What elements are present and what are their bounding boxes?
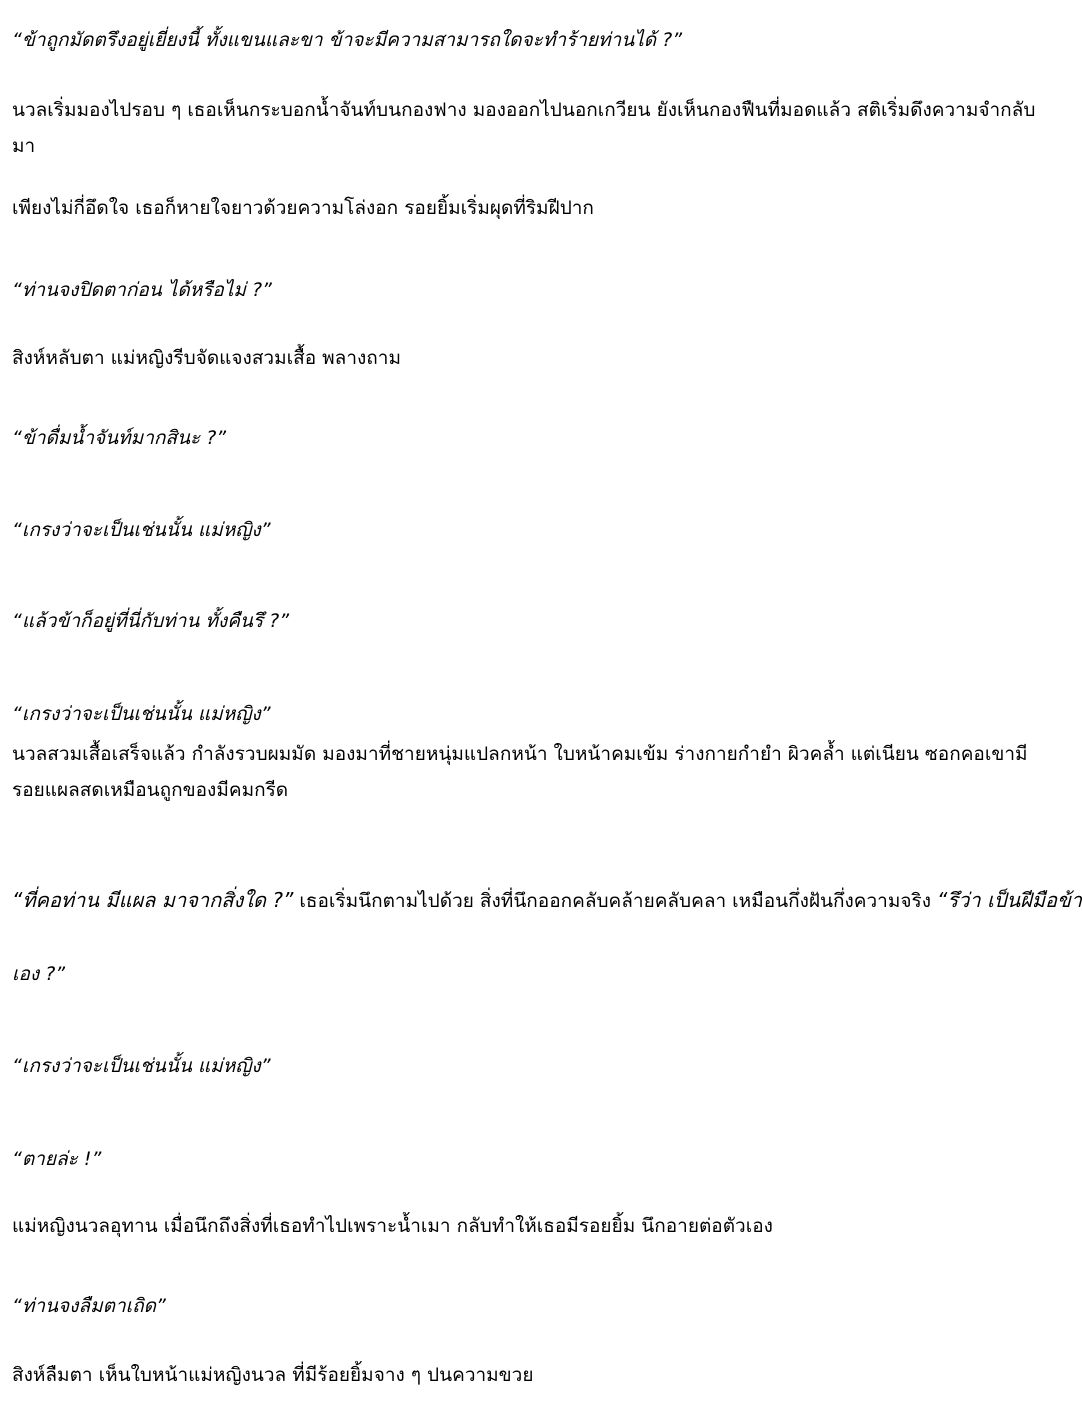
paragraph-narration-5: แม่หญิงนวลอุทาน เมื่อนึกถึงสิ่งที่เธอทำไปเพราะน้ำเมา กลับทำให้เธอมีรอยยิ้ม นึกอายต่อตัวเอง [12, 1215, 773, 1237]
paragraph-mixed [12, 886, 1082, 915]
paragraph-narration-3: สิงห์หลับตา แม่หญิงรีบจัดแจงสวมเสื้อ พลางถาม [12, 347, 401, 369]
paragraph-narration-6: สิงห์ลืมตา เห็นใบหน้าแม่หญิงนวล ที่มีร้อยยิ้มจาง ๆ ปนความขวย [12, 1364, 534, 1386]
paragraph-dialogue-4: “เกรงว่าจะเป็นเช่นนั้น แม่หญิง” [12, 519, 271, 541]
mixed-quote-1: “ที่คอท่าน มีแผล มาจากสิ่งใด ?” [12, 888, 294, 912]
paragraph-dialogue-1: “ข้าถูกมัดตรึงอยู่เยี่ยงนี้ ทั้งแขนและขา ข้าจะมีความสามารถใดจะทำร้ายท่านได้ ?” [12, 29, 683, 51]
paragraph-dialogue-8: “ตายล่ะ !” [12, 1148, 102, 1170]
paragraph-narration-4: นวลสวมเสื้อเสร็จแล้ว กำลังรวบผมมัด มองมาที่ชายหนุ่มแปลกหน้า ใบหน้าคมเข้ม ร่างกายกำยำ ผิวคล้ำ แต่เนียน ซอกคอเขามีรอยแผลสดเหมือนถูกของมีคมกรีด [12, 743, 1028, 801]
paragraph-dialogue-6: “เกรงว่าจะเป็นเช่นนั้น แม่หญิง” [12, 703, 271, 725]
paragraph-narration-2: เพียงไม่กี่อึดใจ เธอก็หายใจยาวด้วยความโล่งอก รอยยิ้มเริ่มผุดที่ริมฝีปาก [12, 197, 594, 219]
mixed-narration: เธอเริ่มนึกตามไปด้วย สิ่งที่นึกออกคลับคล้ายคลับคลา เหมือนกึ่งฝันกึ่งความจริง [293, 890, 938, 912]
paragraph-dialogue-3: “ข้าดื่มน้ำจันท์มากสินะ ?” [12, 427, 227, 449]
paragraph-dialogue-2: “ท่านจงปิดตาก่อน ได้หรือไม่ ?” [12, 279, 272, 301]
paragraph-mixed-continuation: เอง ?” [12, 963, 66, 985]
paragraph-narration-1: นวลเริ่มมองไปรอบ ๆ เธอเห็นกระบอกน้ำจันท์บนกองฟาง มองออกไปนอกเกวียน ยังเห็นกองฟืนที่มอดแล้ว สติเริ่มดึงความจำกลับมา [12, 99, 1036, 157]
mixed-quote-2: “รึว่า เป็นฝีมือข้า [937, 888, 1082, 912]
paragraph-dialogue-9: “ท่านจงลืมตาเถิด” [12, 1295, 166, 1317]
paragraph-dialogue-5: “แล้วข้าก็อยู่ที่นี่กับท่าน ทั้งคืนรึ ?” [12, 610, 290, 632]
paragraph-dialogue-7: “เกรงว่าจะเป็นเช่นนั้น แม่หญิง” [12, 1055, 271, 1077]
